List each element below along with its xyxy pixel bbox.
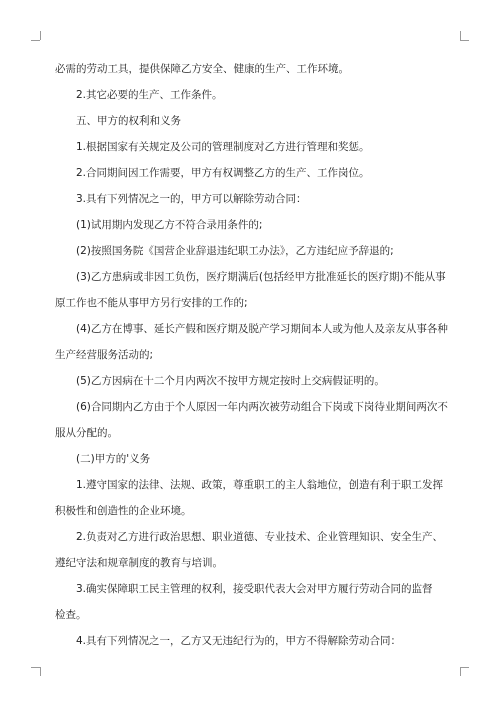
crop-mark-bottom-right-h	[460, 667, 469, 668]
section-heading: (二)甲方的'义务	[76, 453, 151, 465]
body-line: (2)按照国务院《国营企业辞退违纪职工办法》，乙方违纪应予辞退的;	[76, 245, 394, 257]
crop-mark-top-right-h	[460, 40, 469, 41]
body-line: 4.具有下列情况之一，乙方又无违纪行为的，甲方不得解除劳动合同：	[76, 635, 402, 647]
body-line: (3)乙方患病或非因工负伤，医疗期满后(包括经甲方批准延长的医疗期)不能从事	[76, 271, 446, 283]
body-line: 3.具有下列情况之一的，甲方可以解除劳动合同：	[76, 193, 307, 205]
body-line: (1)试用期内发现乙方不符合录用条件的;	[76, 219, 263, 231]
body-line: 3.确实保障职工民主管理的权利，接受职代表大会对甲方履行劳动合同的监督	[76, 583, 433, 595]
body-line: 生产经营服务活动的;	[55, 349, 154, 361]
body-line: 积极性和创造性的企业环境。	[55, 505, 192, 517]
crop-mark-top-left-h	[31, 40, 40, 41]
body-line: 2.负责对乙方进行政治思想、职业道德、专业技术、企业管理知识、安全生产、	[76, 531, 444, 543]
crop-mark-top-left-v	[40, 31, 41, 40]
crop-mark-top-right-v	[460, 31, 461, 40]
crop-mark-bottom-right-v	[460, 667, 461, 676]
body-line: 1.根据国家有关规定及公司的管理制度对乙方进行管理和奖惩。	[76, 141, 370, 153]
body-line: 遵纪守法和规章制度的教育与培训。	[55, 557, 223, 569]
body-line: 2.其它必要的生产、工作条件。	[76, 89, 223, 101]
crop-mark-bottom-left-v	[40, 667, 41, 676]
body-line: 检查。	[55, 609, 87, 621]
body-line: 服从分配的。	[55, 427, 118, 439]
crop-mark-bottom-left-h	[31, 667, 40, 668]
body-line: (6)合同期内乙方由于个人原因一年内两次被劳动组合下岗或下岗待业期间两次不	[76, 401, 448, 413]
body-line: 2.合同期间因工作需要，甲方有权调整乙方的生产、工作岗位。	[76, 167, 370, 179]
section-heading: 五、甲方的权利和义务	[76, 115, 181, 127]
body-line: (4)乙方在博事、延长产假和医疗期及脱产学习期间本人或为他人及亲友从事各种	[76, 323, 448, 335]
body-line: 原工作也不能从事甲方另行安排的工作的;	[55, 297, 248, 309]
body-line: 1.遵守国家的法律、法规、政策，尊重职工的主人翁地位，创造有利于职工发挥	[76, 479, 444, 491]
body-line: (5)乙方因病在十二个月内两次不按甲方规定按时上交病假证明的。	[76, 375, 385, 387]
body-line: 必需的劳动工具，提供保障乙方安全、健康的生产、工作环境。	[55, 63, 349, 75]
